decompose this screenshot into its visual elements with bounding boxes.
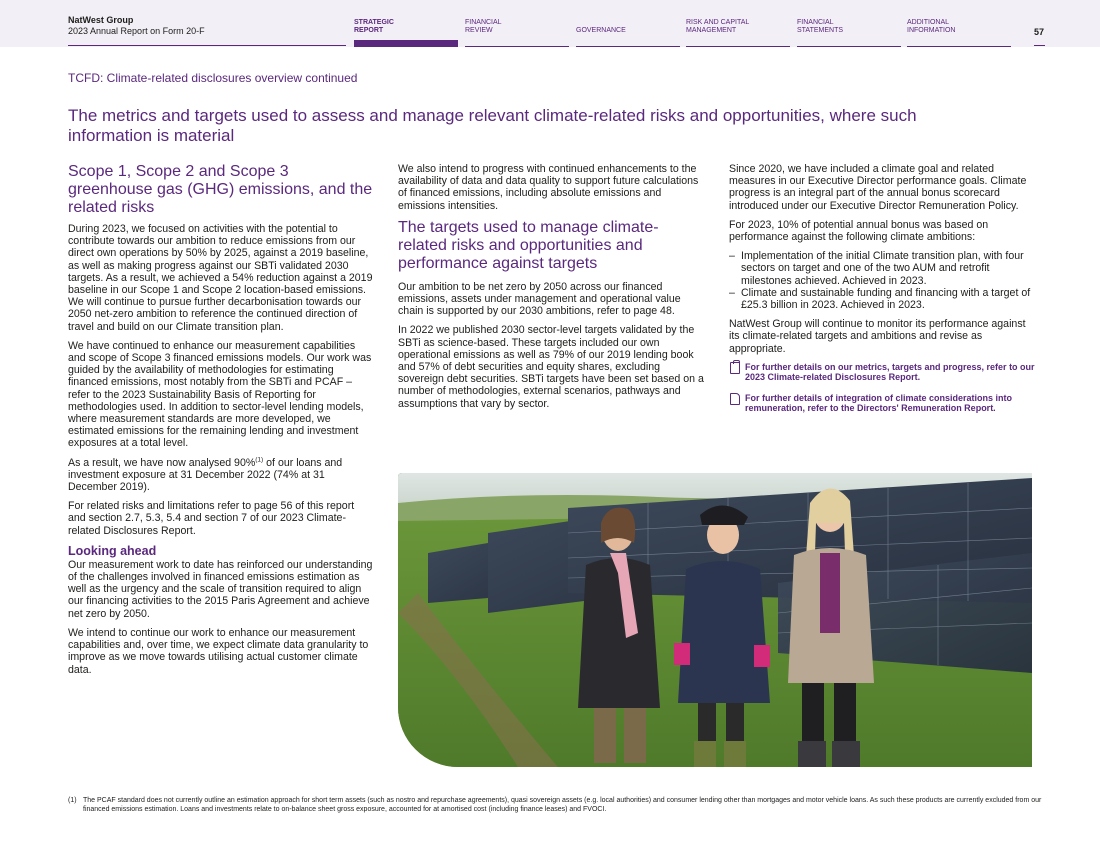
page-number-divider bbox=[1034, 45, 1045, 46]
nav-tab-governance[interactable] bbox=[576, 20, 680, 47]
paragraph: Our ambition to be net zero by 2050 across our financed emissions, assets under management and operational value chain is supported by our 2030 ambitions, refer to page 48. bbox=[398, 280, 681, 318]
nav-tab-strategic-report[interactable] bbox=[354, 20, 458, 47]
paragraph: During 2023, we focused on activities with the potential to contribute towards our ambition to reduce emissions from our direct own operations by 50% by 2025, against a 2019 baseline, as well as making progress against our SBTi validated 2030 targets. As a result, we achieved a 54% reduction against a 2019 baseline in our Scope 1 and Scope 2 location-based emissions. We will continue to pursue further decarbonisation towards our 2050 net-zero ambition to reference the continued direction of travel and build on our Climate transition plan. bbox=[68, 223, 373, 333]
section-nav bbox=[0, 20, 1100, 47]
paragraph: NatWest Group will continue to monitor its performance against its climate-related targets and ambitions and revise as appropriate. bbox=[729, 318, 1026, 355]
climate-ambitions-list bbox=[729, 250, 1035, 311]
nav-tab-indicator bbox=[576, 46, 680, 47]
nav-tab-additional-information[interactable] bbox=[907, 20, 1011, 47]
list-item: – Implementation of the initial Climate transition plan, with four sectors on target and one of the two AUM and retrofit milestones achieved. Achieved in 2023. bbox=[729, 250, 1035, 287]
report-title: 2023 Annual Report on Form 20-F bbox=[68, 26, 205, 36]
document-icon bbox=[730, 393, 740, 405]
footnote-ref[interactable]: (1) bbox=[255, 456, 264, 464]
paragraph: Since 2020, we have included a climate goal and related measures in our Executive Director performance goals. Climate progress is an integral part of the annual bonus scorecard introduced under our Executive Director Remuneration Policy. bbox=[729, 163, 1027, 212]
targets-heading: The targets used to manage climate-related risks and opportunities and performance against targets bbox=[398, 218, 659, 272]
nav-tab-label: ADDITIONAL INFORMATION bbox=[907, 19, 956, 34]
nav-tab-indicator bbox=[686, 46, 790, 47]
page-title: The metrics and targets used to assess and manage relevant climate-related risks and opportunities, where such information is material bbox=[68, 106, 917, 145]
nav-tab-label: RISK AND CAPITAL MANAGEMENT bbox=[686, 19, 750, 34]
list-item: – Climate and sustainable funding and financing with a target of £25.3 billion in 2023. Achieved in 2023. bbox=[729, 287, 1035, 311]
paragraph: In 2022 we published 2030 sector-level targets validated by the SBTi as science-based. These targets included our own operational emissions as well as 79% of our 2019 lending book and 57% of debt securities and equity shares, excluding sovereign debt securities. SBTi targets have been set based on a number of methodologies, external scenarios, pathways and assumptions that vary by sector. bbox=[398, 324, 704, 410]
nav-tab-label: FINANCIAL REVIEW bbox=[465, 19, 502, 34]
nav-tab-label: STRATEGIC REPORT bbox=[354, 19, 394, 34]
photo-illustration bbox=[398, 473, 1032, 767]
footnote-marker: (1) bbox=[68, 797, 77, 804]
nav-tab-financial-review[interactable] bbox=[465, 20, 569, 47]
paragraph: For related risks and limitations refer to page 56 of this report and section 2.7, 5.3, 5.4 and section 7 of our 2023 Climate-related Disclosures Report. bbox=[68, 500, 355, 537]
paragraph: For 2023, 10% of potential annual bonus was based on performance against the following climate ambitions: bbox=[729, 218, 989, 244]
nav-tab-indicator bbox=[465, 46, 569, 47]
column-3 bbox=[729, 163, 1035, 424]
column-2 bbox=[398, 163, 704, 417]
company-name: NatWest Group bbox=[68, 15, 134, 25]
column-1 bbox=[68, 163, 374, 683]
paragraph: We also intend to progress with continued enhancements to the availability of data and data quality to support future calculations of financed emissions, including absolute emissions and emissions intensities. bbox=[398, 163, 699, 212]
nav-tab-financial-statements[interactable] bbox=[797, 20, 901, 47]
nav-tab-indicator bbox=[797, 46, 901, 47]
footnote bbox=[68, 796, 1048, 814]
book-icon bbox=[730, 362, 740, 374]
photo-solar-farm-people bbox=[398, 473, 1032, 767]
footnote-text: The PCAF standard does not currently outline an estimation approach for short term assets (such as nostro and repurchase agreements), quasi sovereign assets (e.g. local authorities) and consumer lending other than mortgages and motor vehicle loans. As such these products are currently excluded from our financed emissions estimation. Loans and investments relate to on-balance sheet gross exposure, accounted for at amortised cost (including finance leases) and FVOCI. bbox=[83, 797, 1042, 813]
nav-tab-label: FINANCIAL STATEMENTS bbox=[797, 19, 844, 34]
nav-tab-indicator bbox=[354, 40, 458, 47]
page-number: 57 bbox=[1034, 27, 1045, 37]
looking-ahead-heading: Looking ahead bbox=[68, 543, 157, 558]
scope-emissions-heading: Scope 1, Scope 2 and Scope 3 greenhouse gas (GHG) emissions, and the related risks bbox=[68, 163, 373, 216]
nav-tab-risk-capital-management[interactable] bbox=[686, 20, 790, 47]
nav-tab-indicator bbox=[907, 46, 1011, 47]
paragraph: As a result, we have now analysed 90%$^{(1)}$ of our loans and investment exposure at 31 December 2022 (74% at 31 December 2019). bbox=[68, 456, 343, 494]
paragraph: We intend to continue our work to enhance our measurement capabilities and, over time, we expect climate data granularity to improve as we move towards utilising actual customer climate data. bbox=[68, 626, 369, 676]
reference-climate-disclosures-link[interactable]: For further details on our metrics, targets and progress, refer to our 2023 Climate-related Disclosures Report. bbox=[729, 362, 1035, 383]
paragraph: We have continued to enhance our measurement capabilities and scope of Scope 3 financed emissions models. Our work was guided by the availability of methodologies for estimating financed emissions, most notably from the SBTi and PCAF – refer to the 2023 Sustainability Basis of Reporting for methodologies used. In addition to sector-level lending models, where measurement standards are more developed, we estimated emissions for the remaining lending and investment exposures at a total level. bbox=[68, 339, 372, 450]
section-label: TCFD: Climate-related disclosures overview continued bbox=[68, 71, 358, 85]
nav-tab-label: GOVERNANCE bbox=[576, 27, 626, 34]
paragraph: Our measurement work to date has reinforced our understanding of the challenges involved in financed emissions estimation as well as the urgency and the scale of transition required to align our financing activities to the 2015 Paris Agreement and achieve net zero by 2050. bbox=[68, 558, 373, 620]
reference-remuneration-link[interactable]: For further details of integration of climate considerations into remuneration, refer to the Directors' Remuneration Report. bbox=[729, 393, 1035, 414]
